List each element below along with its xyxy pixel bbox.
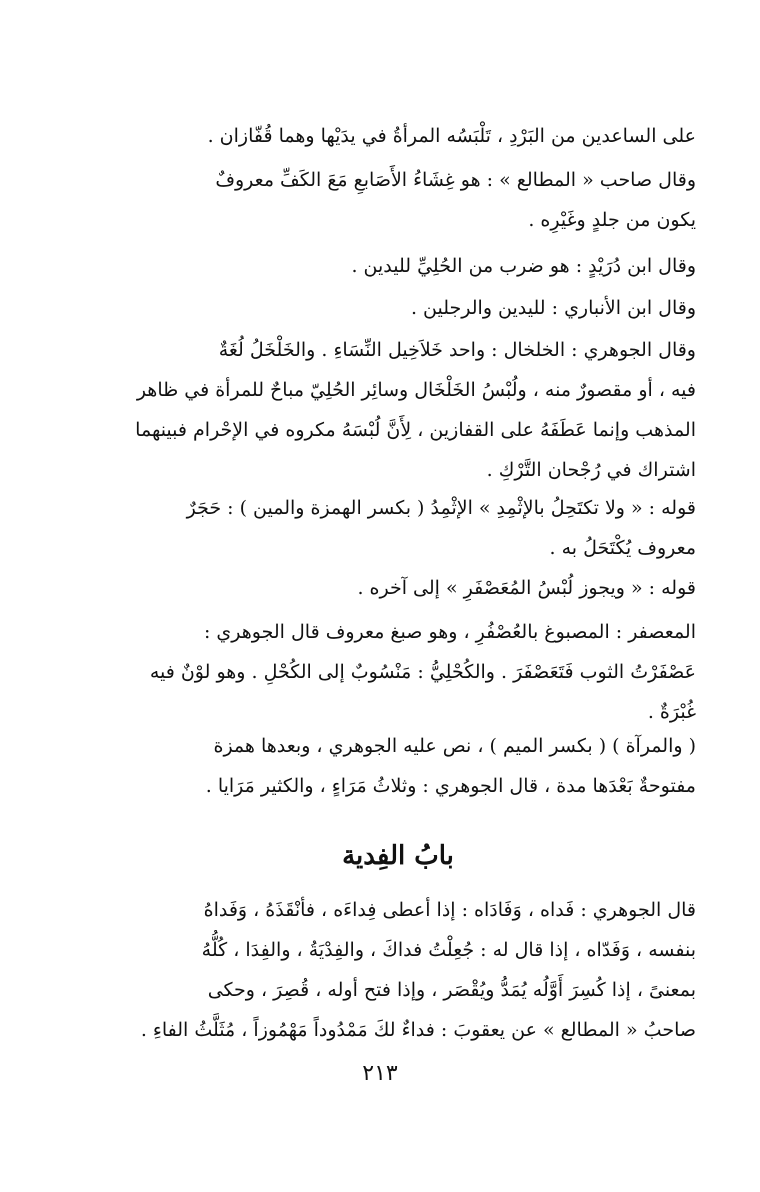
text-line: فيه ، أو مقصورٌ منه ، ولُبْسُ الخَلْخَال وسائِر الحُلِيّ مباحٌ للمرأة في ظاهر (136, 379, 696, 401)
paragraph-muasfar-quote (100, 568, 696, 608)
paragraph-ibn-anbari (100, 288, 696, 328)
text-line: وقال ابن دُرَيْدٍ : هو ضرب من الحُلِيِّ لليدين . (351, 255, 696, 277)
text-line: قوله : « ويجوز لُبْسُ المُعَصْفَرِ » إلى آخره . (357, 577, 696, 599)
text-line: بنفسه ، وَفَدّاه ، إذا قال له : جُعِلْتُ فداكَ ، والفِدْيَةُ ، والفِدَا ، كُلُّهُ (201, 939, 696, 961)
text-line: غُبْرَةٌ . (647, 701, 696, 723)
page-number: ٢١٣ (362, 1061, 398, 1086)
text-line: وقال صاحب « المطالع » : هو غِشَاءُ الأَصَابعِ مَعَ الكَفِّ معروفٌ (215, 169, 696, 191)
text-line: على الساعدين من البَرْدِ ، تَلْبَسُه المرأةُ في يدَيْها وهما قُفّازان . (207, 125, 696, 147)
text-line: قوله : « ولا تكتَحِلُ بالإثْمِدِ » الإثْمِدُ ( بكسر الهمزة والمين ) : حَجَرٌ (186, 497, 696, 519)
text-line: وقال ابن الأنباري : لليدين والرجلين . (410, 297, 696, 319)
paragraph-matali-quote (100, 160, 696, 240)
paragraph-ibn-durayd (100, 246, 696, 286)
text-line: قال الجوهري : فَداه ، وَفَادَاه : إذا أعطى فِداءَه ، فأنْقَذَهُ ، وَفَداهُ (203, 899, 696, 921)
text-line: بمعنىً ، إذا كُسِرَ أَوَّلُه يُمَدُّ ويُقْصَر ، وإذا فتح أوله ، قُصِرَ ، وحكى (207, 979, 696, 1001)
text-line: يكون من جلدٍ وغَيْرِه . (528, 209, 696, 231)
section-heading: بابُ الفِدية (342, 841, 454, 871)
text-line: ( والمرآة ) ( بكسر الميم ) ، نص عليه الجوهري ، وبعدها همزة (213, 735, 696, 757)
paragraph-gloves (100, 116, 696, 156)
text-line: المذهب وإنما عَطَفَهُ على القفازين ، لِأَنَّ لُبْسَهُ مكروه في الإحْرام فبينهما (135, 419, 696, 441)
text-line: معروف يُكْتَحَلُ به . (549, 537, 696, 559)
paragraph-mirror (100, 726, 696, 806)
text-line: مفتوحةٌ بَعْدَها مدة ، قال الجوهري : وثلاثُ مَرَاءٍ ، والكثير مَرَايا . (205, 775, 696, 797)
paragraph-muasfar (100, 612, 696, 732)
text-line: اشتراك في رُجْحان التَّرْكِ . (486, 459, 696, 481)
text-line: المعصفر : المصبوغ بالعُصْفُرِ ، وهو صبغ معروف قال الجوهري : (203, 621, 696, 643)
text-line: عَصْفَرْتُ الثوب فَتَعَصْفَرَ . والكُحْلِيُّ : مَنْسُوبٌ إلى الكُحْلِ . وهو لوْنٌ فيه (149, 661, 696, 683)
paragraph-ithmid (100, 488, 696, 568)
text-line: صاحبُ « المطالع » عن يعقوبَ : فداءٌ لكَ مَمْدُوداً مَهْمُوزاً ، مُثَلَّثُ الفاءِ . (140, 1019, 696, 1041)
text-line: وقال الجوهري : الخلخال : واحد خَلاَخِيل النِّسَاءِ . والخَلْخَلُ لُغَةٌ (218, 339, 696, 361)
paragraph-khalkhal (100, 330, 696, 490)
paragraph-fidya (100, 890, 696, 1050)
